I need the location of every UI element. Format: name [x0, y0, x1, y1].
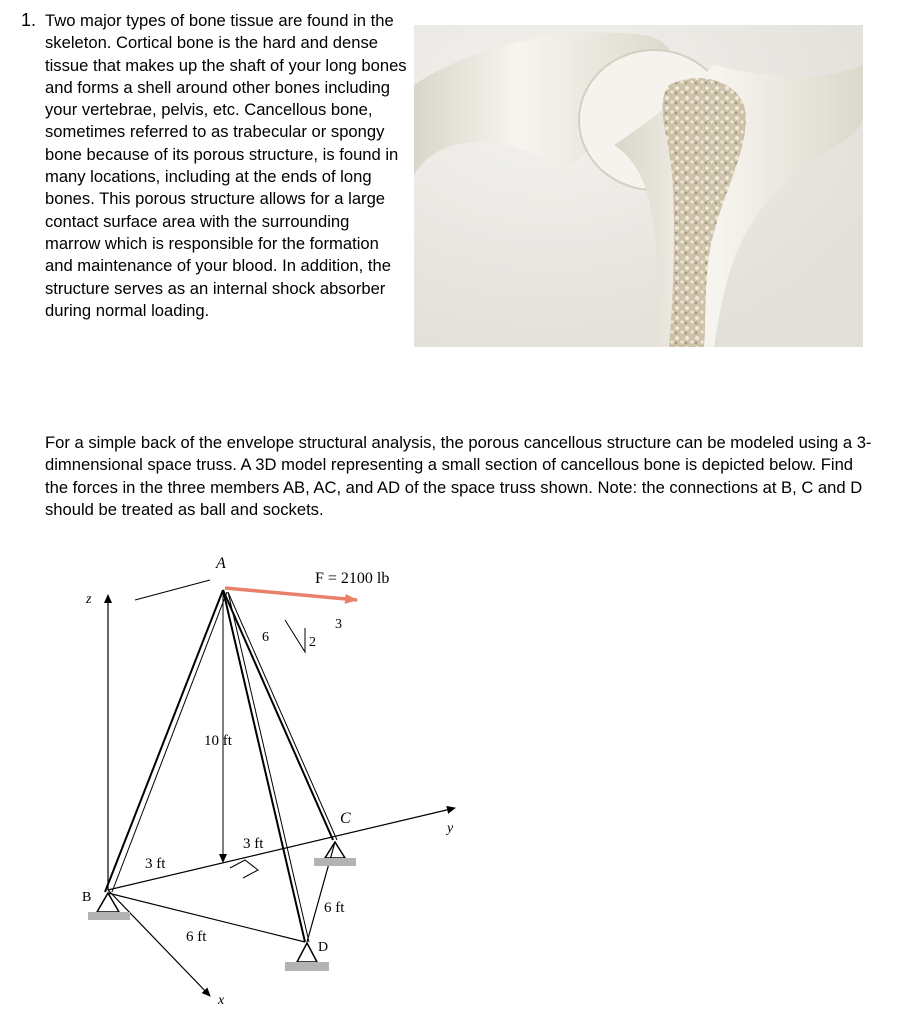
joint-B-label: B [82, 890, 92, 905]
x-axis-label: x [218, 993, 225, 1008]
joint-D-label: D [318, 940, 329, 955]
top-reference-line [135, 580, 210, 600]
y-axis [108, 808, 455, 890]
force-arrow [225, 588, 357, 600]
force-label: F = 2100 lb [315, 570, 390, 587]
member-AC [223, 590, 333, 840]
height-dimension-label: 10 ft [204, 733, 232, 749]
line-CD [307, 842, 335, 942]
slope-label-3: 3 [335, 617, 342, 632]
line-BD [108, 893, 305, 942]
y-axis-label: y [447, 821, 454, 836]
bone-cross-section-image [414, 25, 863, 347]
right-angle-marker [230, 860, 258, 878]
slope-triangle [285, 620, 305, 652]
problem-number: 1. [21, 10, 37, 30]
problem-task-paragraph: For a simple back of the envelope structural analysis, the porous cancellous structure can be modeled using a 3-dimnensional space truss. A 3D model representing a small section of cancellous bone is depicted below. Find the forces in the three members AB, AC, and AD of the space truss shown. Note: the connections at B, C and D should be treated as ball and sockets. [45, 433, 872, 519]
slope-label-2: 2 [309, 635, 316, 650]
dim-6ft-right-label: 6 ft [324, 900, 345, 916]
space-truss-diagram [70, 545, 470, 1015]
problem-intro-paragraph: Two major types of bone tissue are found in the skeleton. Cortical bone is the hard and dense tissue that makes up the shaft of your long bones and forms a shell around other bones including your vertebrae, pelvis, etc. Cancellous bone, sometimes referred to as trabecular or spongy bone because of its porous structure, is found in many locations, including at the ends of long bones. This porous structure allows for a large contact surface area with the surrounding marrow which is responsible for the formation and maintenance of your blood. In addition, the structure serves as an internal shock absorber during normal loading. [45, 11, 407, 320]
slope-label-6: 6 [262, 630, 269, 645]
dim-3ft-right-label: 3 ft [243, 836, 264, 852]
member-AC-inner [228, 592, 337, 840]
joint-C-label: C [340, 810, 351, 827]
support-C [314, 842, 356, 866]
dim-3ft-left-label: 3 ft [145, 856, 166, 872]
dim-6ft-bottom-label: 6 ft [186, 929, 207, 945]
z-axis-label: z [86, 592, 92, 607]
joint-A-label: A [216, 555, 226, 572]
